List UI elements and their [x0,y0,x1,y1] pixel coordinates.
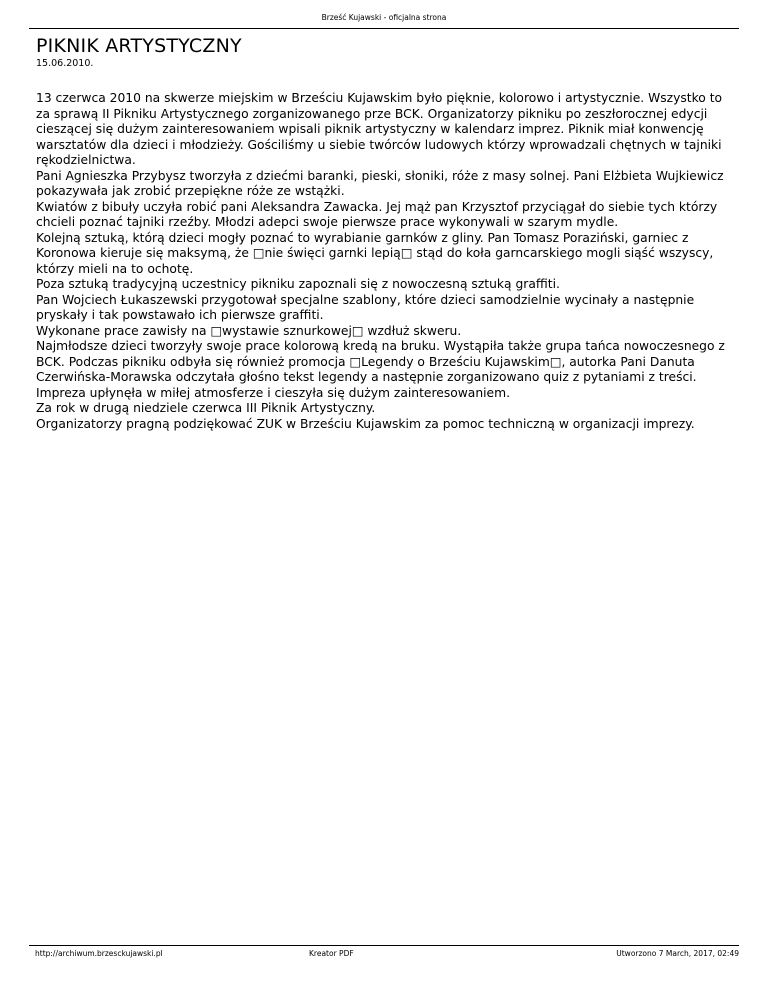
page-footer [29,945,739,958]
article-paragraph: Kwiatów z bibuły uczyła robić pani Aleksandra Zawacka. Jej mąż pan Krzysztof przyciągał do siebie tych którzy chcieli poznać tajniki rzeźby. Młodzi adepci swoje pierwsze prace wykonywali w szarym mydle. [36,199,718,229]
footer-url: http://archiwum.brzesckujawski.pl [35,949,163,958]
article-title: PIKNIK ARTYSTYCZNY [36,35,242,57]
article-date: 15.06.2010. [36,58,94,69]
article-paragraph: Za rok w drugą niedziele czerwca III Piknik Artystyczny. [36,401,376,415]
article-paragraph: Organizatorzy pragną podziękować ZUK w Brześciu Kujawskim za pomoc techniczną w organizacji imprezy. [36,416,695,431]
article-paragraph: Pani Agnieszka Przybysz tworzyła z dziećmi baranki, pieski, słoniki, róże z masy solnej. Pani Elżbieta Wujkiewicz pokazywała jak zrobić przepiękne róże ze wstążki. [36,168,724,198]
footer-created-date: Utworzono 7 March, 2017, 02:49 [616,949,739,958]
article-paragraph: 13 czerwca 2010 na skwerze miejskim w Brześciu Kujawskim było pięknie, kolorowo i artystycznie. Wszystko to za sprawą II Pikniku Artystycznego zorganizowanego prze BCK. Organizatorzy pikniku po zeszłorocznej edycji cieszącej się dużym zainteresowaniem wpisali piknik artystyczny w kalendarz imprez. Piknik miał konwencję warsztatów dla dzieci i młodzieży. Gościliśmy u siebie twórców ludowych którzy wprowadzali chętnych w tajniki rękodzielnictwa. [36,91,723,167]
article [36,35,736,432]
site-title: Brześć Kujawski - oficjalna strona [321,13,447,22]
article-body [36,91,736,432]
page-header [29,0,739,29]
footer-generator: Kreator PDF [309,949,354,958]
article-paragraph: Wykonane prace zawisły na □wystawie sznurkowej□ wzdłuż skweru. [36,323,462,338]
article-paragraph: Najmłodsze dzieci tworzyły swoje prace kolorową kredą na bruku. Wystąpiła także grupa tańca nowoczesnego z BCK. Podczas pikniku odbyła się również promocja □Legendy o Brześciu Kujawskim□, autorka Pani Danuta Czerwińska-Morawska odczytała głośno tekst legendy a następnie zorganizowano quiz z pytaniami z treści. Impreza upłynęła w miłej atmosferze i cieszyła się dużym zainteresowaniem. [36,339,725,400]
article-paragraph: Poza sztuką tradycyjną uczestnicy pikniku zapoznali się z nowoczesną sztuką graffiti. [36,277,560,291]
article-paragraph: Kolejną sztuką, którą dzieci mogły poznać to wyrabianie garnków z gliny. Pan Tomasz Poraziński, garniec z Koronowa kieruje się maksymą, że □nie święci garnki lepią□ stąd do koła garncarskiego mogli siąść wszyscy, którzy mieli na to ochotę. [36,230,714,276]
article-paragraph: Pan Wojciech Łukaszewski przygotował specjalne szablony, które dzieci samodzielnie wycinały a następnie pryskały i tak powstawało ich pierwsze graffiti. [36,292,695,322]
